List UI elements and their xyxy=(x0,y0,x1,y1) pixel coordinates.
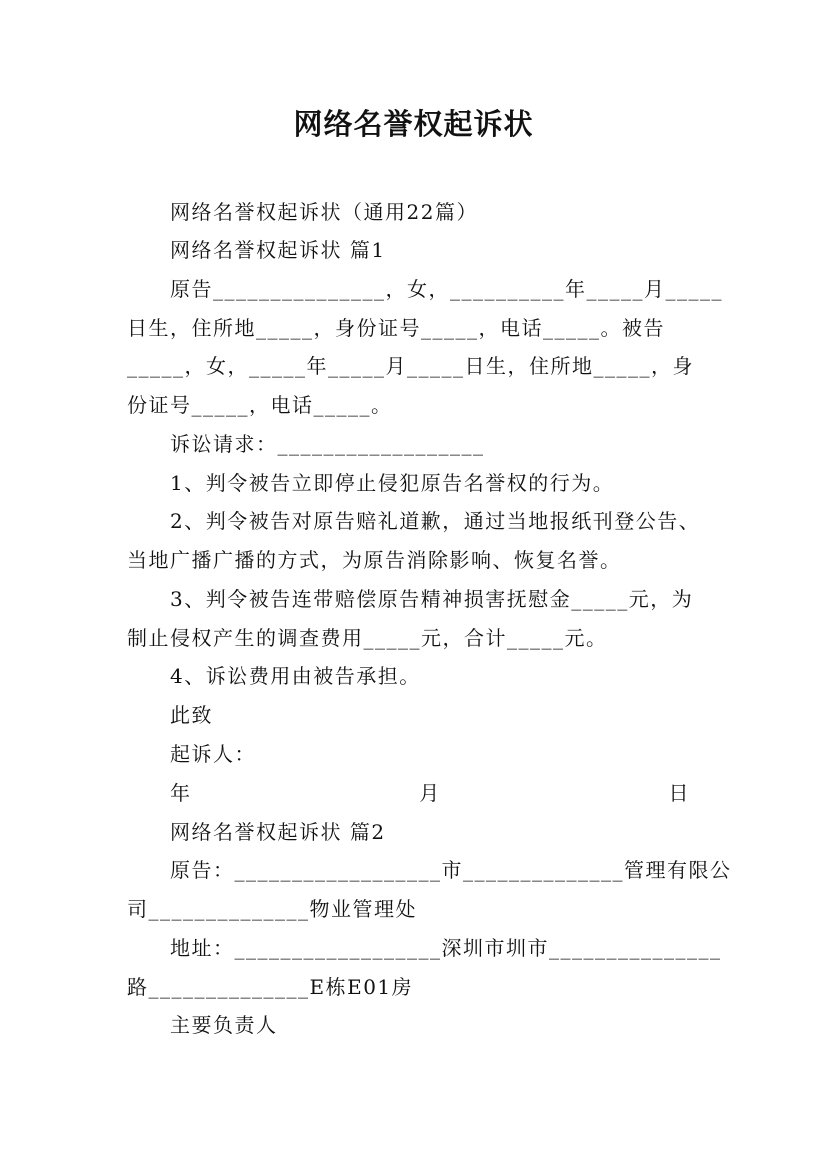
claim-item-2: 2、判令被告对原告赔礼道歉，通过当地报纸刊登公告、 xyxy=(170,509,701,533)
plaintiff-company-line: 原告：__________________市______________管理有限公 xyxy=(170,858,732,882)
address-line: 地址：__________________深圳市圳市_______________ xyxy=(170,936,722,960)
date-day: 日 xyxy=(668,781,690,805)
section-heading-1: 网络名誉权起诉状 篇1 xyxy=(170,238,386,262)
salutation: 此致 xyxy=(170,703,213,727)
plaintiff-company-continuation: 司______________物业管理处 xyxy=(127,897,417,921)
defendant-line: _____，女，_____年_____月_____日生，住所地_____，身 xyxy=(127,354,694,378)
date-line xyxy=(170,781,690,805)
defendant-continuation: 份证号_____，电话_____。 xyxy=(127,393,393,417)
address-continuation: 路______________E栋E01房 xyxy=(127,975,414,999)
claim-item-4: 4、诉讼费用由被告承担。 xyxy=(170,664,421,688)
signatory-label: 起诉人： xyxy=(170,742,256,766)
document-title: 网络名誉权起诉状 xyxy=(293,107,534,141)
date-month: 月 xyxy=(419,781,441,805)
claim-item-3-continuation: 制止侵权产生的调查费用_____元，合计_____元。 xyxy=(127,626,608,650)
claim-item-3: 3、判令被告连带赔偿原告精神损害抚慰金_____元，为 xyxy=(170,587,694,611)
plaintiff-continuation: 日生，住所地_____，身份证号_____，电话_____。被告 xyxy=(127,316,665,340)
principal-label: 主要负责人 xyxy=(170,1013,278,1037)
plaintiff-line: 原告_______________，女，__________年_____月_____ xyxy=(170,277,723,301)
claim-item-2-continuation: 当地广播广播的方式，为原告消除影响、恢复名誉。 xyxy=(127,548,622,572)
date-year: 年 xyxy=(170,781,192,805)
section-heading-2: 网络名誉权起诉状 篇2 xyxy=(170,820,386,844)
claim-item-1: 1、判令被告立即停止侵犯原告名誉权的行为。 xyxy=(170,471,615,495)
claims-heading: 诉讼请求：__________________ xyxy=(170,432,485,456)
subtitle-line: 网络名誉权起诉状（通用22篇） xyxy=(170,200,478,224)
